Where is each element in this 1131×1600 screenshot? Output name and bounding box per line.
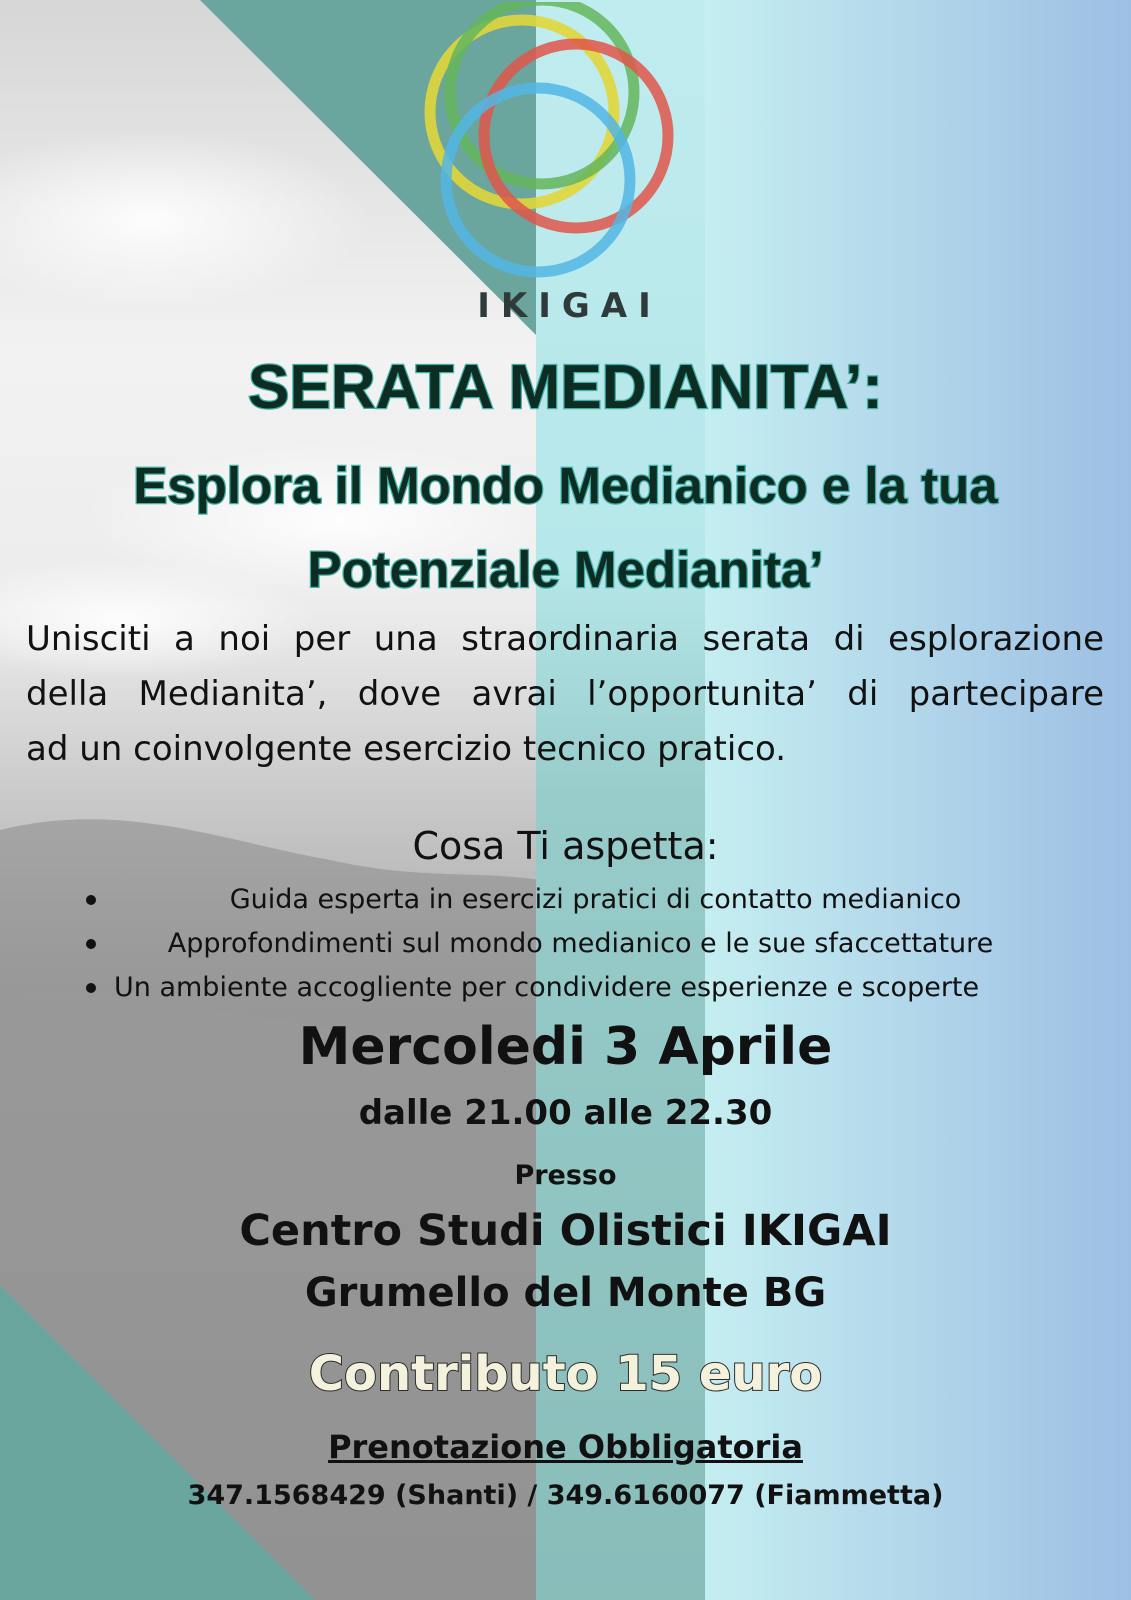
brand-name: IKIGAI (477, 286, 662, 326)
booking-phones: 347.1568429 (Shanti) / 349.6160077 (Fiammetta) (187, 1480, 944, 1511)
event-subtitle-line-2: Potenziale Medianita’ (307, 541, 824, 598)
event-subtitle-line-1: Esplora il Mondo Medianico e la tua (133, 457, 998, 514)
booking-label: Prenotazione Obbligatoria (328, 1428, 803, 1466)
contribution-price: Contributo 15 euro (308, 1346, 823, 1402)
bullet-icon (86, 895, 96, 905)
list-item-text: Un ambiente accogliente per condividere esperienze e scoperte (114, 972, 980, 1003)
intro-paragraph (26, 612, 1104, 777)
event-time: dalle 21.00 alle 22.30 (358, 1093, 773, 1133)
list-item (0, 966, 1131, 1010)
venue-name: Centro Studi Olistici IKIGAI (239, 1206, 892, 1256)
expect-list (0, 878, 1131, 1010)
venue-prefix: Presso (514, 1160, 617, 1191)
list-item-text: Approfondimenti sul mondo medianico e le sue sfaccettature (167, 928, 994, 959)
list-item (0, 922, 1131, 966)
event-title: SERATA MEDIANITA’: (248, 353, 883, 422)
bullet-icon (86, 983, 96, 993)
intro-line-1: Unisciti a noi per una straordinaria serata di esplorazione (26, 619, 1104, 659)
venue-town: Grumello del Monte BG (304, 1270, 827, 1316)
bullet-icon (86, 939, 96, 949)
expect-heading: Cosa Ti aspetta: (412, 824, 719, 868)
list-item (0, 878, 1131, 922)
event-date: Mercoledi 3 Aprile (298, 1017, 833, 1077)
list-item-text: Guida esperta in esercizi pratici di contatto medianico (229, 884, 962, 915)
intro-line-2: della Medianita’, dove avrai l’opportunita’ di partecipare (26, 674, 1104, 714)
intro-line-3: ad un coinvolgente esercizio tecnico pratico. (26, 729, 787, 769)
